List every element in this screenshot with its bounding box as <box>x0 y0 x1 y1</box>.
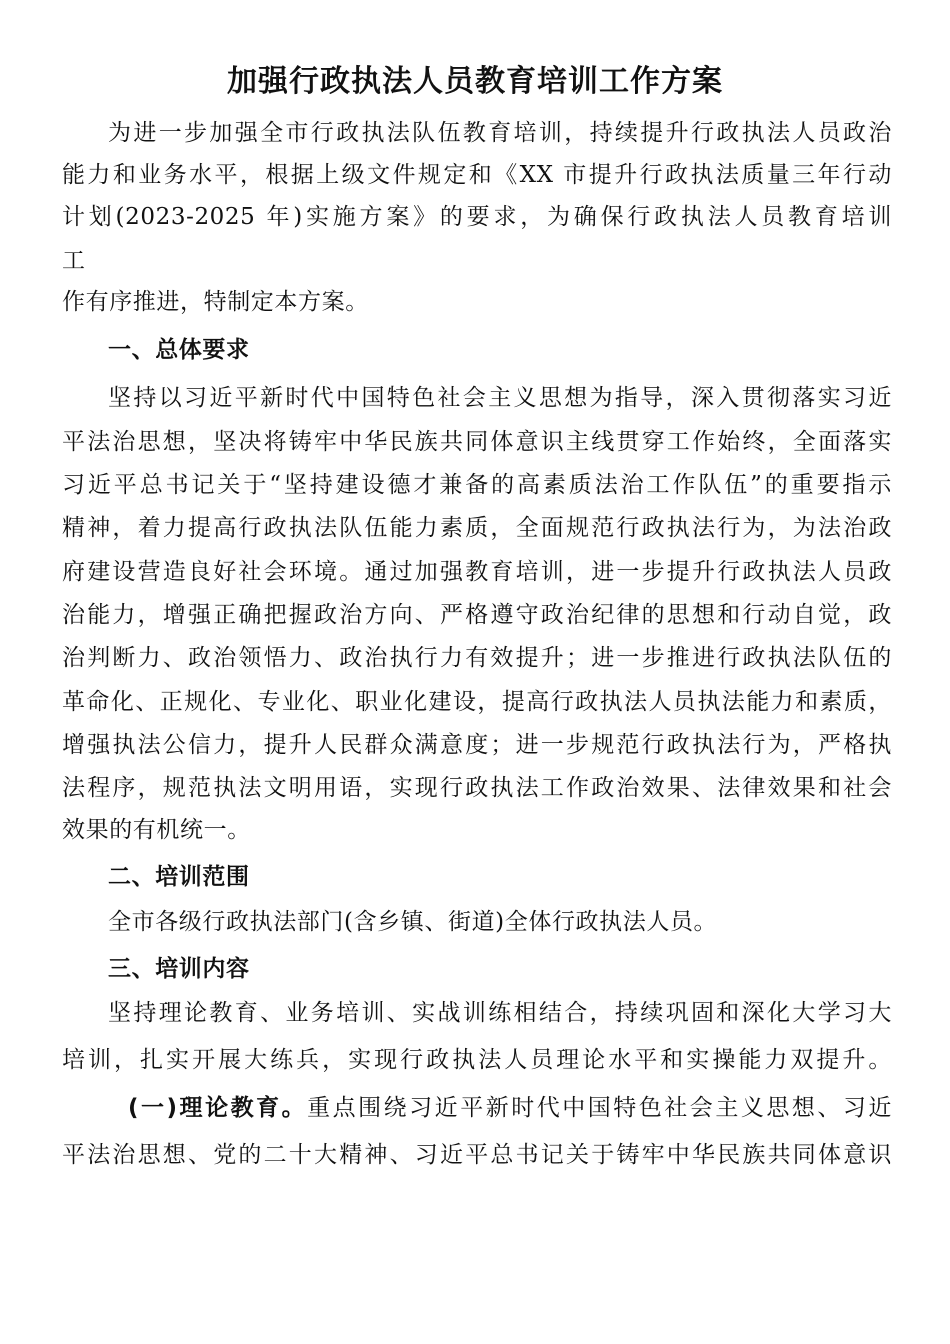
section1-line-4: 精神，着力提高行政执法队伍能力素质，全面规范行政执法行为，为法治政 <box>62 515 892 541</box>
section1-line-8: 革命化、正规化、专业化、职业化建设，提高行政执法人员执法能力和素质， <box>62 689 892 715</box>
section3-line-1: 坚持理论教育、业务培训、实战训练相结合，持续巩固和深化大学习大 <box>108 1000 892 1026</box>
section1-line-10: 法程序，规范执法文明用语，实现行政执法工作政治效果、法律效果和社会 <box>62 775 892 801</box>
subsection-theory-line-2: 平法治思想、党的二十大精神、习近平总书记关于铸牢中华民族共同体意识 <box>62 1142 892 1168</box>
intro-line-2: 能力和业务水平，根据上级文件规定和《XX 市提升行政执法质量三年行动 <box>62 162 892 188</box>
section1-line-7: 治判断力、政治领悟力、政治执行力有效提升；进一步推进行政执法队伍的 <box>62 645 892 671</box>
section1-line-1: 坚持以习近平新时代中国特色社会主义思想为指导，深入贯彻落实习近 <box>108 385 892 411</box>
section3-line-2: 培训，扎实开展大练兵，实现行政执法人员理论水平和实操能力双提升。 <box>62 1047 892 1073</box>
subsection-label-theory-education: (一)理论教育。 <box>128 1095 308 1121</box>
section1-line-3: 习近平总书记关于“坚持建设德才兼备的高素质法治工作队伍”的重要指示 <box>62 472 892 498</box>
subsection-theory-line-1 <box>128 1093 892 1123</box>
intro-line-5: 作有序推进，特制定本方案。 <box>62 289 369 315</box>
section1-line-5: 府建设营造良好社会环境。通过加强教育培训，进一步提升行政执法人员政 <box>62 559 892 585</box>
subsection-theory-text: 重点围绕习近平新时代中国特色社会主义思想、习近 <box>307 1095 892 1121</box>
section-heading-training-scope: 二、培训范围 <box>108 864 250 890</box>
section-heading-general-requirements: 一、总体要求 <box>108 337 250 363</box>
intro-line-1: 为进一步加强全市行政执法队伍教育培训，持续提升行政执法人员政治 <box>108 120 892 146</box>
section-heading-training-content: 三、培训内容 <box>108 956 250 982</box>
section2-line-1: 全市各级行政执法部门(含乡镇、街道)全体行政执法人员。 <box>108 909 718 935</box>
intro-line-4: 工 <box>62 248 86 274</box>
document-title: 加强行政执法人员教育培训工作方案 <box>227 64 723 99</box>
section1-line-11: 效果的有机统一。 <box>62 817 251 843</box>
intro-line-3: 计划(2023-2025 年)实施方案》的要求，为确保行政执法人员教育培训 <box>62 204 892 230</box>
section1-line-6: 治能力，增强正确把握政治方向、严格遵守政治纪律的思想和行动自觉，政 <box>62 602 892 628</box>
section1-line-2: 平法治思想，坚决将铸牢中华民族共同体意识主线贯穿工作始终，全面落实 <box>62 429 892 455</box>
section1-line-9: 增强执法公信力，提升人民群众满意度；进一步规范行政执法行为，严格执 <box>62 732 892 758</box>
